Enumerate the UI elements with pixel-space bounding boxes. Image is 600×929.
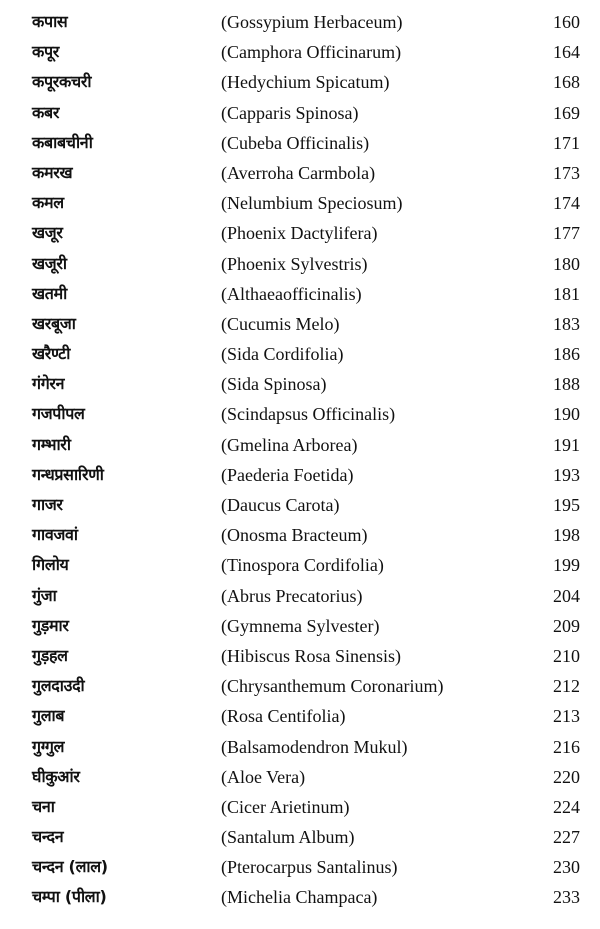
hindi-name: कमल bbox=[32, 193, 64, 213]
botanical-name: (Michelia Champaca) bbox=[221, 887, 378, 908]
index-entry bbox=[0, 370, 600, 400]
index-entry bbox=[0, 461, 600, 491]
botanical-name: (Gmelina Arborea) bbox=[221, 434, 358, 455]
index-entry bbox=[0, 763, 600, 793]
botanical-name: (Hedychium Spicatum) bbox=[221, 72, 390, 93]
page-number: 169 bbox=[553, 102, 580, 123]
botanical-name: (Onosma Bracteum) bbox=[221, 525, 368, 546]
index-entry bbox=[0, 8, 600, 38]
botanical-name: (Cubeba Officinalis) bbox=[221, 132, 370, 153]
hindi-name: गंगेरन bbox=[32, 374, 65, 394]
botanical-name: (Gymnema Sylvester) bbox=[221, 615, 380, 636]
hindi-name: गन्धप्रसारिणी bbox=[32, 464, 104, 484]
page-number: 216 bbox=[553, 736, 580, 757]
botanical-name: (Averroha Carmbola) bbox=[221, 162, 376, 183]
hindi-name: खरबूजा bbox=[32, 313, 76, 333]
index-entry bbox=[0, 68, 600, 98]
page-number: 209 bbox=[553, 615, 580, 636]
hindi-name: चन्दन (लाल) bbox=[32, 857, 108, 877]
botanical-name: (Paederia Foetida) bbox=[221, 464, 354, 485]
index-entry bbox=[0, 219, 600, 249]
hindi-name: खजूरी bbox=[32, 253, 67, 273]
botanical-name: (Abrus Precatorius) bbox=[221, 585, 363, 606]
botanical-name: (Tinospora Cordifolia) bbox=[221, 555, 384, 576]
hindi-name: घीकुआंर bbox=[32, 766, 80, 786]
botanical-name: (Camphora Officinarum) bbox=[221, 42, 402, 63]
hindi-name: गुड़हल bbox=[32, 645, 68, 665]
index-entry bbox=[0, 189, 600, 219]
botanical-name: (Phoenix Dactylifera) bbox=[221, 223, 378, 244]
index-entry bbox=[0, 702, 600, 732]
page-number: 224 bbox=[553, 796, 580, 817]
page-number: 164 bbox=[553, 42, 580, 63]
hindi-name: कमरख bbox=[32, 162, 73, 182]
page-number: 210 bbox=[553, 645, 580, 666]
botanical-name: (Cicer Arietinum) bbox=[221, 796, 350, 817]
botanical-name: (Hibiscus Rosa Sinensis) bbox=[221, 645, 401, 666]
page-number: 191 bbox=[553, 434, 580, 455]
page-number: 199 bbox=[553, 555, 580, 576]
page-number: 181 bbox=[553, 283, 580, 304]
page-number: 177 bbox=[553, 223, 580, 244]
page-number: 227 bbox=[553, 827, 580, 848]
hindi-name: गजपीपल bbox=[32, 404, 85, 424]
hindi-name: गुंजा bbox=[32, 585, 57, 605]
index-entry bbox=[0, 642, 600, 672]
page-number: 174 bbox=[553, 193, 580, 214]
hindi-name: कबाबचीनी bbox=[32, 132, 93, 152]
page-number: 213 bbox=[553, 706, 580, 727]
index-entry bbox=[0, 491, 600, 521]
index-entry bbox=[0, 250, 600, 280]
page-number: 188 bbox=[553, 374, 580, 395]
hindi-name: खरैण्टी bbox=[32, 344, 71, 364]
index-entry bbox=[0, 400, 600, 430]
page-number: 186 bbox=[553, 344, 580, 365]
index-entry bbox=[0, 672, 600, 702]
botanical-name: (Pterocarpus Santalinus) bbox=[221, 857, 398, 878]
hindi-name: गुलाब bbox=[32, 706, 65, 726]
page-number: 183 bbox=[553, 313, 580, 334]
botanical-name: (Sida Cordifolia) bbox=[221, 344, 344, 365]
hindi-name: गावजवां bbox=[32, 525, 78, 545]
hindi-name: गुड़मार bbox=[32, 615, 69, 635]
page-number: 160 bbox=[553, 12, 580, 32]
index-entry bbox=[0, 159, 600, 189]
hindi-name: कबर bbox=[32, 102, 60, 122]
page-number: 212 bbox=[553, 676, 580, 697]
index-entry bbox=[0, 38, 600, 68]
botanical-name: (Cucumis Melo) bbox=[221, 313, 340, 334]
page-number: 220 bbox=[553, 766, 580, 787]
page-number: 198 bbox=[553, 525, 580, 546]
botanical-name: (Scindapsus Officinalis) bbox=[221, 404, 396, 425]
hindi-name: गाजर bbox=[32, 495, 63, 514]
page-number: 190 bbox=[553, 404, 580, 425]
botanical-name: (Santalum Album) bbox=[221, 827, 355, 848]
botanical-name: (Chrysanthemum Coronarium) bbox=[221, 676, 444, 697]
index-entry bbox=[0, 521, 600, 551]
botanical-name: (Balsamodendron Mukul) bbox=[221, 736, 408, 757]
index-entry bbox=[0, 99, 600, 129]
page-number: 180 bbox=[553, 253, 580, 274]
index-entry bbox=[0, 883, 600, 913]
botanical-name: (Gossypium Herbaceum) bbox=[221, 12, 403, 32]
hindi-name: कपूरकचरी bbox=[32, 72, 92, 92]
index-entry bbox=[0, 733, 600, 763]
index-entry bbox=[0, 582, 600, 612]
page-number: 173 bbox=[553, 162, 580, 183]
hindi-name: कपास bbox=[32, 12, 68, 31]
index-entry bbox=[0, 129, 600, 159]
hindi-name: चम्पा (पीला) bbox=[32, 887, 107, 907]
page-number: 195 bbox=[553, 495, 580, 515]
page-number: 230 bbox=[553, 857, 580, 878]
page-number: 204 bbox=[553, 585, 580, 606]
botanical-name: (Sida Spinosa) bbox=[221, 374, 327, 395]
index-entry bbox=[0, 551, 600, 581]
hindi-name: गुग्गुल bbox=[32, 736, 65, 756]
index-entry bbox=[0, 612, 600, 642]
hindi-name: खतमी bbox=[32, 283, 68, 303]
botanical-name: (Althaeaofficinalis) bbox=[221, 283, 362, 304]
hindi-name: गम्भारी bbox=[32, 434, 71, 454]
index-entry bbox=[0, 340, 600, 370]
botanical-name: (Nelumbium Speciosum) bbox=[221, 193, 403, 214]
botanical-name: (Phoenix Sylvestris) bbox=[221, 253, 368, 274]
page-number: 193 bbox=[553, 464, 580, 485]
page-number: 168 bbox=[553, 72, 580, 93]
hindi-name: गिलोय bbox=[32, 555, 69, 575]
page-number: 171 bbox=[553, 132, 580, 153]
index-entry bbox=[0, 280, 600, 310]
botanical-name: (Rosa Centifolia) bbox=[221, 706, 346, 727]
hindi-name: चन्दन bbox=[32, 827, 64, 847]
index-entry bbox=[0, 310, 600, 340]
hindi-name: गुलदाउदी bbox=[32, 676, 85, 696]
botanical-name: (Daucus Carota) bbox=[221, 495, 340, 515]
botanical-name: (Capparis Spinosa) bbox=[221, 102, 359, 123]
index-entry bbox=[0, 853, 600, 883]
hindi-name: कपूर bbox=[32, 42, 60, 62]
index-entry bbox=[0, 431, 600, 461]
index-entry bbox=[0, 793, 600, 823]
hindi-name: चना bbox=[32, 796, 55, 816]
index-entry bbox=[0, 823, 600, 853]
index-list bbox=[0, 8, 600, 914]
botanical-name: (Aloe Vera) bbox=[221, 766, 306, 787]
hindi-name: खजूर bbox=[32, 223, 63, 243]
page-number: 233 bbox=[553, 887, 580, 908]
